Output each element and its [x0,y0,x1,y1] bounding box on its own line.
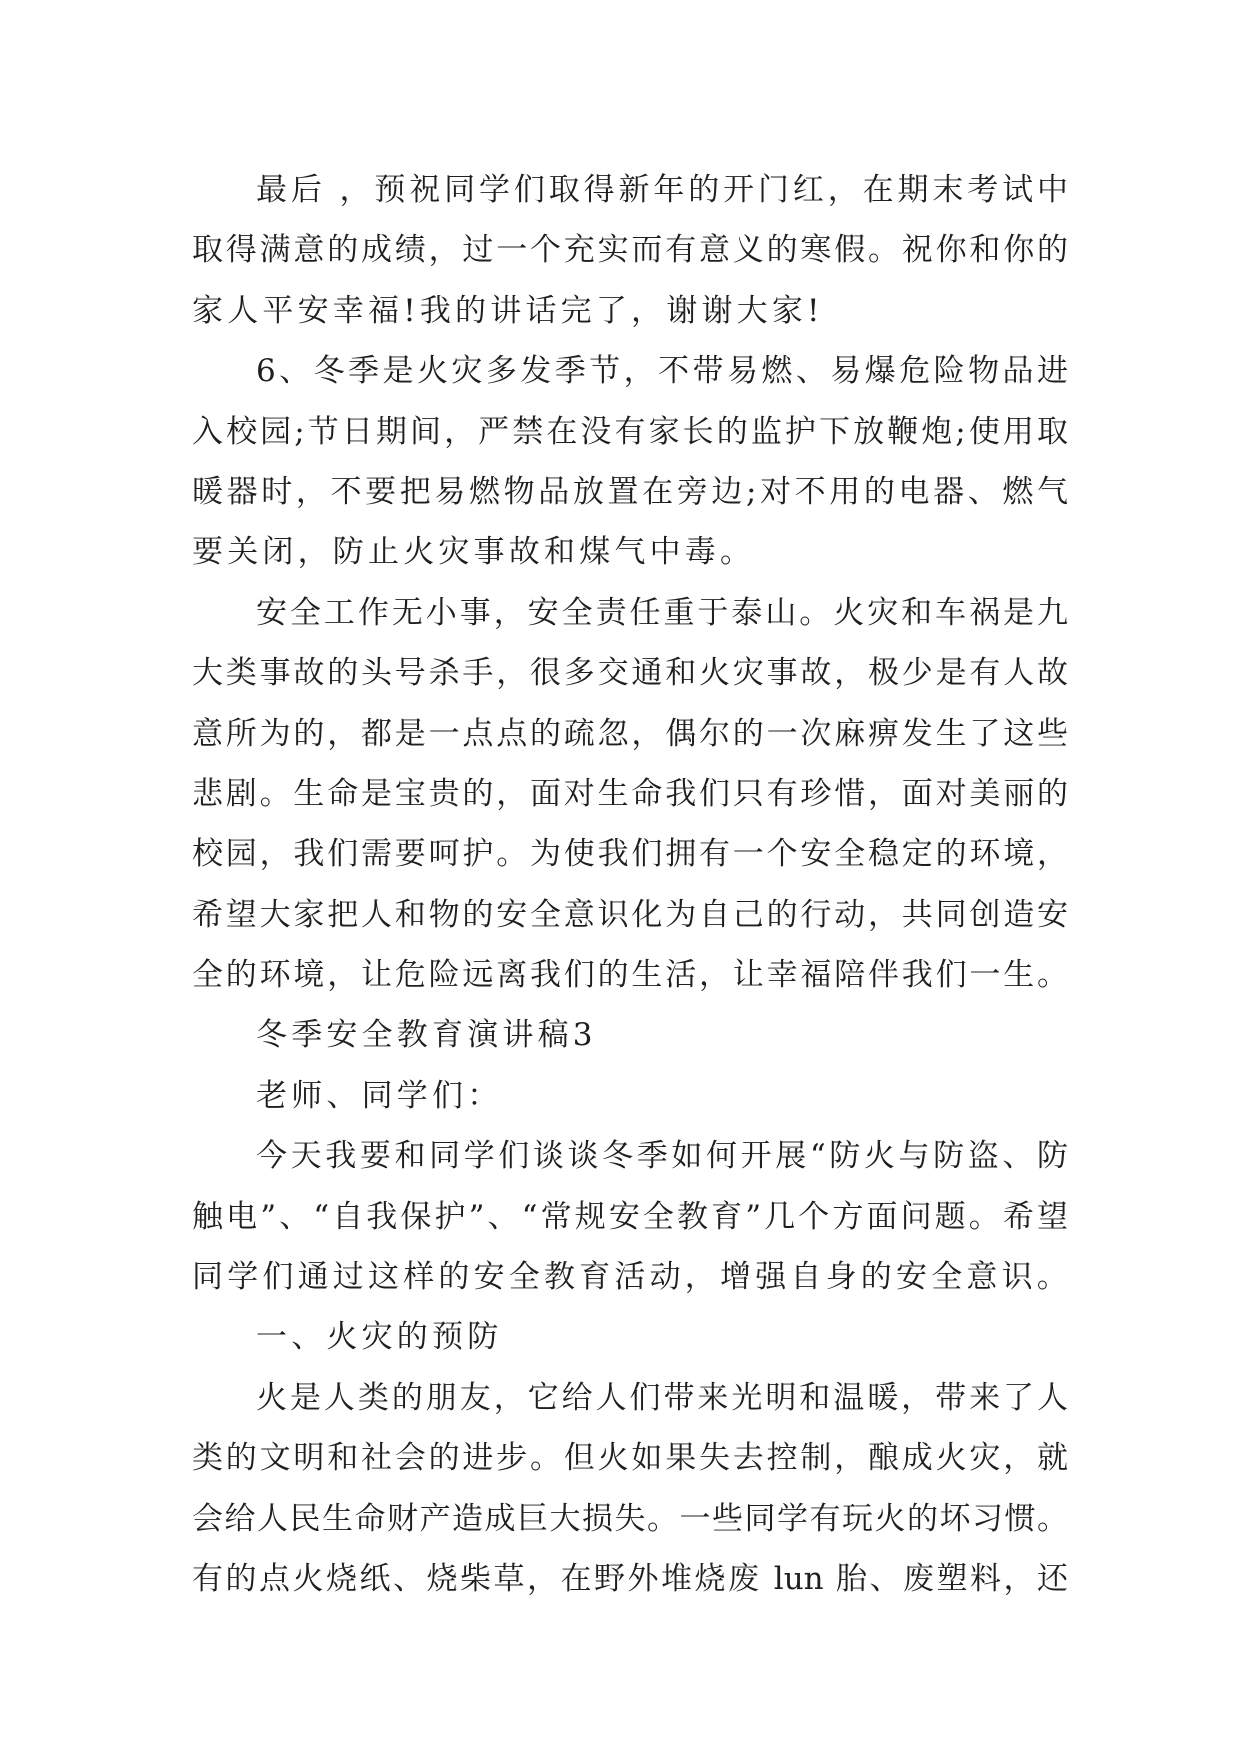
text-line: 悲剧。生命是宝贵的，面对生命我们只有珍惜，面对美丽的 [192,775,1068,812]
document-body [192,160,1072,1609]
salutation: 老师、同学们： [256,1077,503,1114]
text-line: 希望大家把人和物的安全意识化为自己的行动，共同创造安 [192,896,1068,933]
text-line: 校园，我们需要呵护。为使我们拥有一个安全稳定的环境， [192,836,1068,873]
text-line: 暖器时，不要把易燃物品放置在旁边;对不用的电器、燃气 [192,473,1068,510]
text-line: 同学们通过这样的安全教育活动，增强自身的安全意识。 [192,1259,1072,1296]
text-line: 6、冬季是火灾多发季节，不带易燃、易爆危险物品进 [256,353,1068,390]
section-title: 冬季安全教育演讲稿3 [256,1017,597,1054]
text-line: 意所为的，都是一点点的疏忽，偶尔的一次麻痹发生了这些 [192,715,1068,752]
text-line: 安全工作无小事，安全责任重于泰山。火灾和车祸是九 [256,594,1068,631]
text-line: 家人平安幸福!我的讲话完了，谢谢大家! [192,292,824,329]
text-line: 入校园;节日期间，严禁在没有家长的监护下放鞭炮;使用取 [192,413,1068,450]
text-line: 有的点火烧纸、烧柴草，在野外堆烧废 lun 胎、废塑料，还 [192,1560,1068,1597]
text-line: 火是人类的朋友，它给人们带来光明和温暖，带来了人 [256,1379,1068,1416]
text-line: 最后 ，预祝同学们取得新年的开门红，在期末考试中 [256,172,1068,208]
text-line: 全的环境，让危险远离我们的生活，让幸福陪伴我们一生。 [192,957,1068,994]
text-line: 取得满意的成绩，过一个充实而有意义的寒假。祝你和你的 [192,232,1068,269]
text-line: 要关闭，防止火灾事故和煤气中毒。 [192,534,756,571]
text-line: 类的文明和社会的进步。但火如果失去控制，酿成火灾，就 [192,1440,1068,1477]
text-line: 今天我要和同学们谈谈冬季如何开展“防火与防盗、防 [256,1138,1068,1175]
text-line: 会给人民生命财产造成巨大损失。一些同学有玩火的坏习惯。 [192,1500,1068,1537]
text-line: 大类事故的头号杀手，很多交通和火灾事故，极少是有人故 [192,655,1068,692]
section-heading: 一、火灾的预防 [256,1319,503,1356]
text-line: 触电”、“自我保护”、“常规安全教育”几个方面问题。希望 [192,1198,1068,1235]
